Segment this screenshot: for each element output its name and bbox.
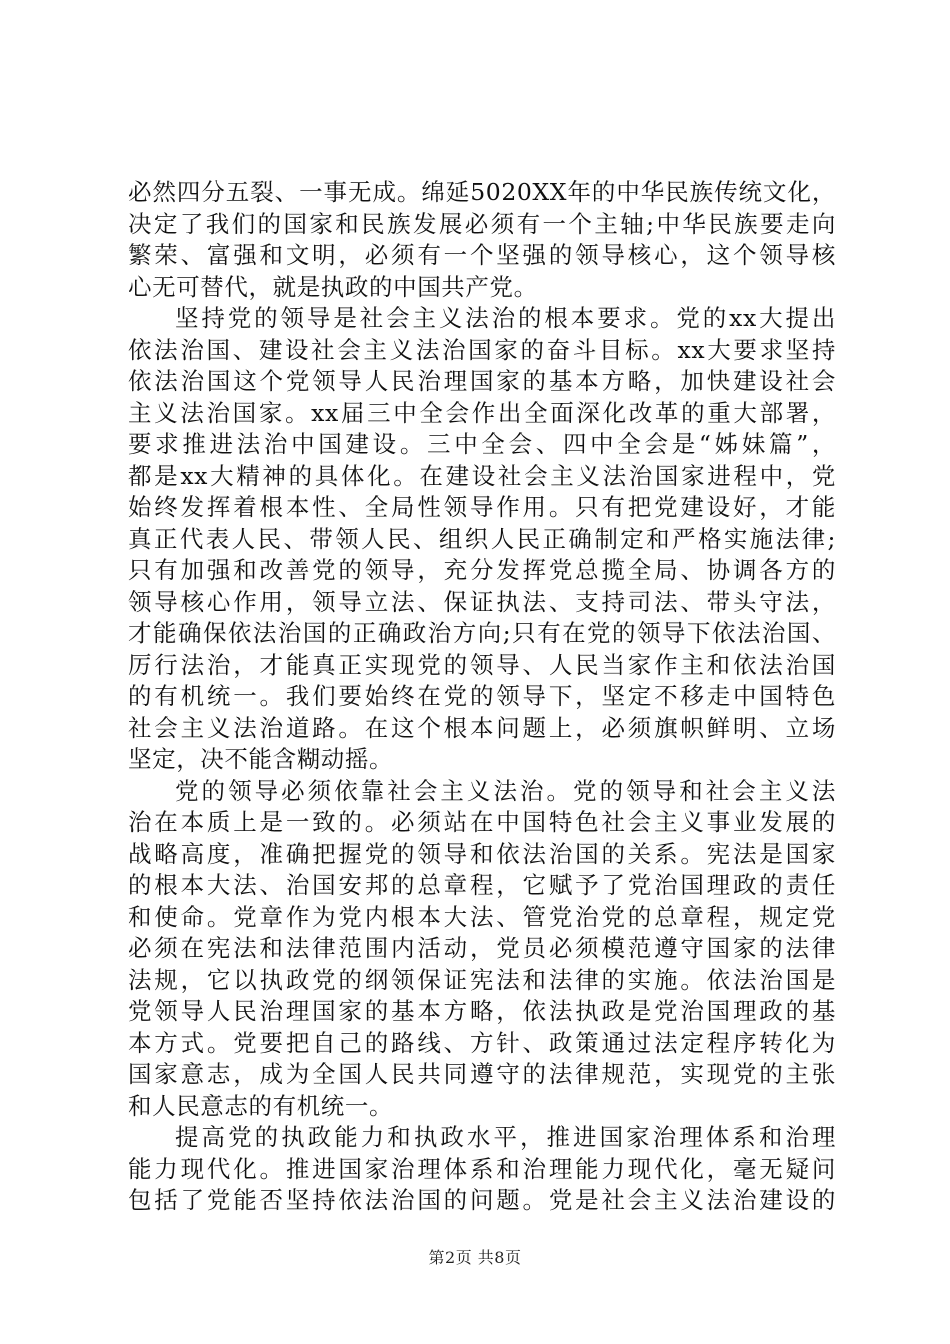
text-line: 包括了党能否坚持依法治国的问题。党是社会主义法治建设的 <box>128 1186 836 1214</box>
text-line: 都是xx大精神的具体化。在建设社会主义法治国家进程中，党 <box>128 461 836 490</box>
text-line: 领导核心作用，领导立法、保证执法、支持司法、带头守法， <box>128 587 836 616</box>
text-line: 只有加强和改善党的领导，充分发挥党总揽全局、协调各方的 <box>128 556 836 584</box>
text-line: 真正代表人民、带领人民、组织人民正确制定和严格实施法律; <box>128 524 836 553</box>
text-line: 社会主义法治道路。在这个根本问题上，必须旗帜鲜明、立场 <box>128 713 836 742</box>
paragraph <box>128 303 836 776</box>
text-line: 战略高度，准确把握党的领导和依法治国的关系。宪法是国家 <box>128 839 836 868</box>
text-line: 决定了我们的国家和民族发展必须有一个主轴;中华民族要走向 <box>128 209 836 238</box>
text-line: 必须在宪法和法律范围内活动，党员必须模范遵守国家的法律 <box>128 934 836 962</box>
text-line: 和人民意志的有机统一。 <box>128 1091 394 1120</box>
text-line: 本方式。党要把自己的路线、方针、政策通过法定程序转化为 <box>128 1028 836 1057</box>
text-line: 能力现代化。推进国家治理体系和治理能力现代化，毫无疑问 <box>128 1154 836 1183</box>
text-line: 依法治国这个党领导人民治理国家的基本方略，加快建设社会 <box>128 367 836 395</box>
text-line: 依法治国、建设社会主义法治国家的奋斗目标。xx大要求坚持 <box>128 335 836 364</box>
text-line: 法规，它以执政党的纲领保证宪法和法律的实施。依法治国是 <box>128 965 836 994</box>
text-line: 必然四分五裂、一事无成。绵延5020XX年的中华民族传统文化， <box>128 178 836 206</box>
paragraph <box>128 177 836 303</box>
text-line: 要求推进法治中国建设。三中全会、四中全会是“姊妹篇”， <box>128 430 836 458</box>
text-line: 的有机统一。我们要始终在党的领导下，坚定不移走中国特色 <box>128 682 836 710</box>
paragraph <box>128 776 836 1123</box>
text-line: 才能确保依法治国的正确政治方向;只有在党的领导下依法治国、 <box>128 619 836 647</box>
text-line: 国家意志，成为全国人民共同遵守的法律规范，实现党的主张 <box>128 1060 836 1088</box>
text-line: 治在本质上是一致的。必须站在中国特色社会主义事业发展的 <box>128 808 836 836</box>
text-line: 始终发挥着根本性、全局性领导作用。只有把党建设好，才能 <box>128 493 836 521</box>
text-line: 提高党的执政能力和执政水平，推进国家治理体系和治理 <box>175 1123 836 1151</box>
text-line: 的根本大法、治国安邦的总章程，它赋予了党治国理政的责任 <box>128 871 836 899</box>
text-line: 主义法治国家。xx届三中全会作出全面深化改革的重大部署， <box>128 398 836 427</box>
text-line: 心无可替代，就是执政的中国共产党。 <box>128 272 538 301</box>
text-line: 和使命。党章作为党内根本大法、管党治党的总章程，规定党 <box>128 902 836 931</box>
text-line: 繁荣、富强和文明，必须有一个坚强的领导核心，这个领导核 <box>128 241 836 269</box>
text-line: 坚持党的领导是社会主义法治的根本要求。党的xx大提出 <box>175 304 836 332</box>
text-line: 坚定，决不能含糊动摇。 <box>128 745 394 773</box>
document-body <box>128 177 836 1217</box>
paragraph <box>128 1122 836 1217</box>
text-line: 党的领导必须依靠社会主义法治。党的领导和社会主义法 <box>175 776 836 805</box>
page-footer: 第2页 共8页 <box>428 1248 522 1267</box>
text-line: 厉行法治，才能真正实现党的领导、人民当家作主和依法治国 <box>128 650 836 679</box>
text-line: 党领导人民治理国家的基本方略，依法执政是党治国理政的基 <box>128 997 836 1025</box>
